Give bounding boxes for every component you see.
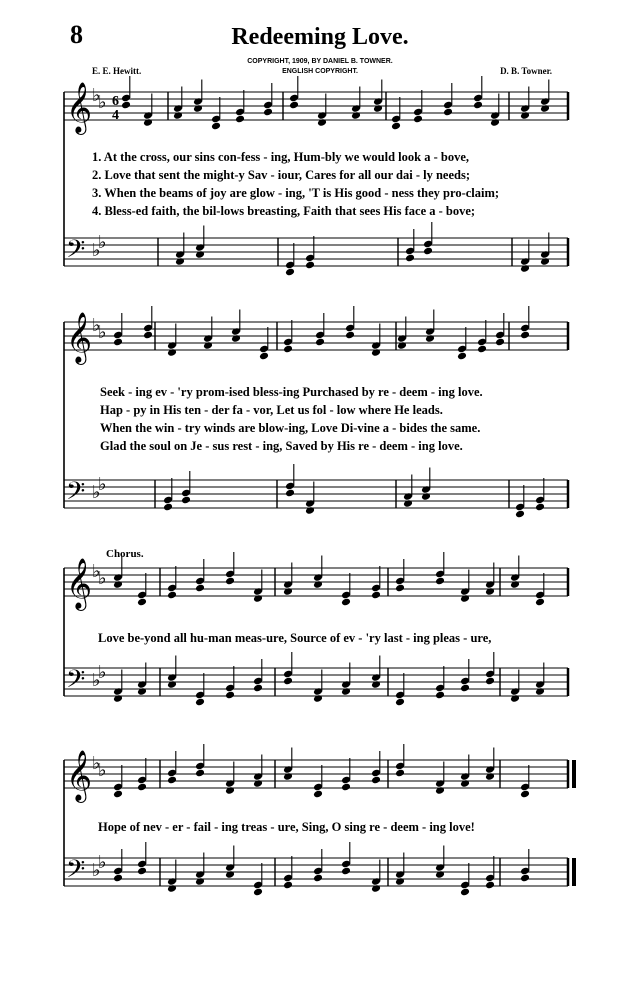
flat-sign: ♭: [92, 315, 101, 336]
time-sig-bottom: 4: [112, 108, 119, 123]
note-head: [473, 101, 483, 110]
note-head: [520, 874, 530, 883]
note-head: [113, 338, 123, 347]
chorus-line-2: Hope of nev - er - fail - ing treas - ure, Sing, O sing re - deem - ing love!: [98, 820, 475, 834]
note-head: [520, 331, 530, 340]
chorus-line-1: Love be-yond all hu-man meas-ure, Source of ev - 'ry last - ing pleas - ure,: [98, 631, 492, 645]
note-head: [345, 331, 355, 340]
note-head: [253, 684, 263, 693]
note-head: [235, 115, 245, 124]
english-copyright-line: ENGLISH COPYRIGHT.: [282, 68, 358, 75]
author-credit: E. E. Hewitt.: [92, 66, 142, 76]
note-head: [435, 577, 445, 586]
note-head: [195, 769, 205, 778]
note-head: [283, 881, 293, 890]
note-head: [195, 584, 205, 593]
hymn-number: 8: [70, 20, 83, 49]
note-head: [163, 503, 173, 512]
note-head: [283, 677, 293, 686]
note-head: [485, 881, 495, 890]
note-head: [515, 510, 525, 519]
note-head: [443, 108, 453, 117]
note-head: [195, 698, 205, 707]
flat-sign: ♭: [98, 232, 107, 253]
treble-clef: 𝄞: [66, 750, 93, 801]
note-head: [285, 268, 295, 277]
flat-sign: ♭: [92, 561, 101, 582]
composer-credit: D. B. Towner.: [500, 66, 552, 76]
note-head: [485, 677, 495, 686]
note-head: [535, 598, 545, 607]
note-head: [315, 338, 325, 347]
note-head: [113, 874, 123, 883]
note-head: [371, 591, 381, 600]
note-head: [395, 698, 405, 707]
note-head: [121, 101, 131, 110]
verse-3-line-a: 3. When the beams of joy are glow - ing, 'T is His good - ness they pro-claim;: [92, 186, 500, 200]
verse-2-line-b: Hap - py in His ten - der fa - vor, Let us fol - low where He leads.: [100, 403, 443, 417]
note-head: [395, 769, 405, 778]
verse-4-line-a: 4. Bless-ed faith, the bil-lows breasting, Faith that sees His face a - bove;: [92, 204, 476, 218]
time-sig-top: 6: [112, 94, 119, 109]
note-head: [305, 261, 315, 270]
flat-sign: ♭: [98, 852, 107, 873]
bass-clef: 𝄢: [66, 235, 86, 270]
hymn-title: Redeeming Love.: [231, 24, 409, 50]
note-head: [371, 776, 381, 785]
verse-4-line-b: Glad the soul on Je - sus rest - ing, Saved by His re - deem - ing love.: [100, 439, 463, 453]
note-head: [535, 503, 545, 512]
bass-clef: 𝄢: [66, 477, 86, 512]
note-head: [313, 874, 323, 883]
note-head: [341, 598, 351, 607]
note-head: [137, 867, 147, 876]
flat-sign: ♭: [92, 85, 101, 106]
note-head: [341, 867, 351, 876]
note-head: [225, 577, 235, 586]
verse-2-line-a: 2. Love that sent the might-y Sav - iour, Cares for all our dai - ly needs;: [92, 168, 471, 182]
note-head: [395, 584, 405, 593]
note-head: [457, 352, 467, 361]
note-head: [435, 691, 445, 700]
note-head: [520, 790, 530, 799]
note-head: [253, 888, 263, 897]
verse-3-line-b: When the win - try winds are blow-ing, Love Di-vine a - bides the same.: [100, 421, 481, 435]
note-head: [477, 345, 487, 354]
note-head: [460, 888, 470, 897]
bass-clef: 𝄢: [66, 855, 86, 890]
note-head: [143, 331, 153, 340]
treble-clef: 𝄞: [66, 558, 93, 609]
note-head: [167, 776, 177, 785]
copyright-line: COPYRIGHT, 1909, BY DANIEL B. TOWNER.: [247, 58, 393, 65]
note-head: [259, 352, 269, 361]
note-head: [413, 115, 423, 124]
note-head: [285, 489, 295, 498]
chorus-label: Chorus.: [106, 548, 144, 560]
flat-sign: ♭: [92, 860, 101, 881]
flat-sign: ♭: [98, 662, 107, 683]
verse-1-line-b: Seek - ing ev - 'ry prom-ised bless-ing Purchased by re - deem - ing love.: [100, 385, 483, 399]
note-head: [423, 247, 433, 256]
note-head: [289, 101, 299, 110]
note-head: [341, 783, 351, 792]
note-head: [405, 254, 415, 263]
note-head: [137, 783, 147, 792]
flat-sign: ♭: [98, 760, 107, 781]
note-head: [167, 591, 177, 600]
note-head: [283, 345, 293, 354]
flat-sign: ♭: [92, 753, 101, 774]
treble-clef: 𝄞: [66, 82, 93, 133]
note-head: [181, 496, 191, 505]
note-head: [263, 108, 273, 117]
note-head: [225, 691, 235, 700]
note-head: [495, 338, 505, 347]
note-head: [391, 122, 401, 131]
flat-sign: ♭: [92, 670, 101, 691]
note-head: [211, 122, 221, 131]
bass-clef: 𝄢: [66, 665, 86, 700]
flat-sign: ♭: [92, 482, 101, 503]
flat-sign: ♭: [98, 474, 107, 495]
note-head: [137, 598, 147, 607]
note-head: [313, 790, 323, 799]
flat-sign: ♭: [98, 322, 107, 343]
flat-sign: ♭: [92, 240, 101, 261]
note-head: [460, 684, 470, 693]
note-head: [113, 790, 123, 799]
flat-sign: ♭: [98, 568, 107, 589]
flat-sign: ♭: [98, 92, 107, 113]
verse-1-line-a: 1. At the cross, our sins con-fess - ing, Hum-bly we would look a - bove,: [92, 150, 469, 164]
treble-clef: 𝄞: [66, 312, 93, 363]
